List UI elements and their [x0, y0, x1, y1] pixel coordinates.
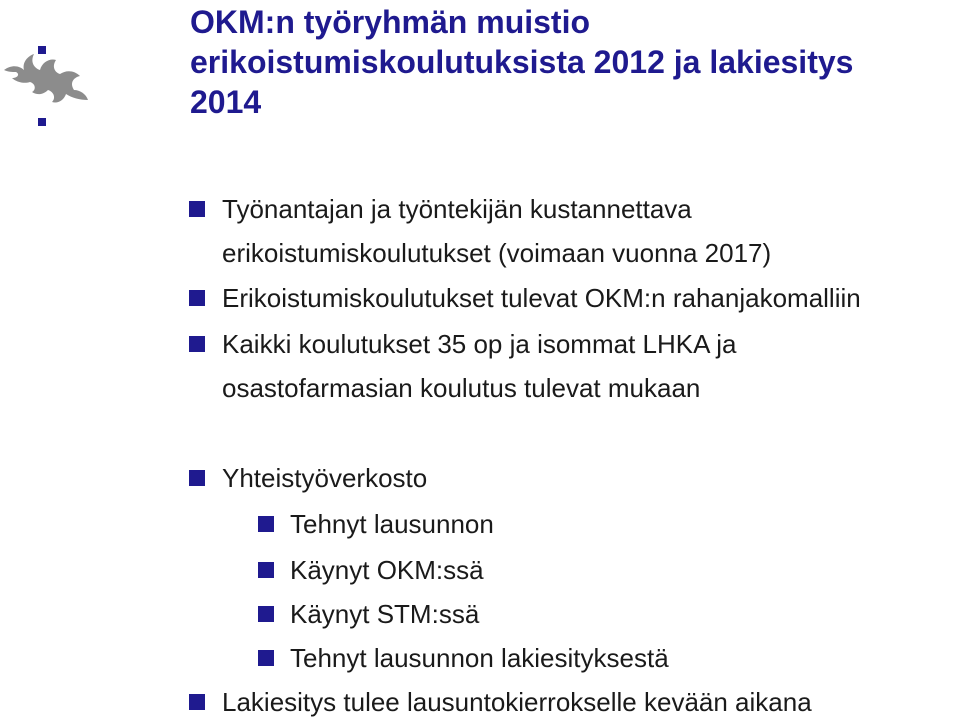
bullet-text: Tehnyt lausunnon lakiesityksestä	[290, 643, 669, 673]
bullet-text: Tehnyt lausunnon	[290, 509, 494, 539]
list-item	[222, 680, 812, 724]
bullet-text: Käynyt STM:ssä	[290, 599, 480, 629]
bullet-text: erikoistumiskoulutukset (voimaan vuonna 2017)	[222, 238, 772, 268]
bullet-text: Työnantajan ja työntekijän kustannettava	[222, 194, 692, 224]
list-item	[222, 187, 771, 275]
title-line: erikoistumiskoulutuksista 2012 ja lakiesitys	[190, 44, 854, 80]
sub-list-item	[290, 592, 479, 636]
bullet-marker	[258, 606, 274, 622]
bullet-text: Kaikki koulutukset 35 op ja isommat LHKA ja	[222, 329, 737, 359]
bullet-marker	[258, 562, 274, 578]
bullet-marker	[189, 694, 205, 710]
bullet-marker	[189, 290, 205, 306]
bullet-text: osastofarmasian koulutus tulevat mukaan	[222, 373, 701, 403]
sub-list-item	[290, 502, 494, 546]
title-line: OKM:n työryhmän muistio	[190, 4, 591, 40]
bullet-text: Käynyt OKM:ssä	[290, 555, 484, 585]
bullet-marker	[258, 516, 274, 532]
title-line: 2014	[190, 84, 262, 120]
sub-list-item	[290, 636, 669, 680]
bullet-marker	[258, 650, 274, 666]
bullet-marker	[189, 201, 205, 217]
bullet-marker	[189, 336, 205, 352]
list-item	[222, 276, 861, 320]
bullet-text: Lakiesitys tulee lausuntokierrokselle kevään aikana	[222, 687, 812, 717]
bullet-text: Yhteistyöverkosto	[222, 463, 428, 493]
sub-list-item	[290, 548, 484, 592]
bullet-marker	[189, 470, 205, 486]
bullet-text: Erikoistumiskoulutukset tulevat OKM:n rahanjakomalliin	[222, 283, 861, 313]
list-item	[222, 322, 736, 410]
list-item	[222, 456, 427, 500]
